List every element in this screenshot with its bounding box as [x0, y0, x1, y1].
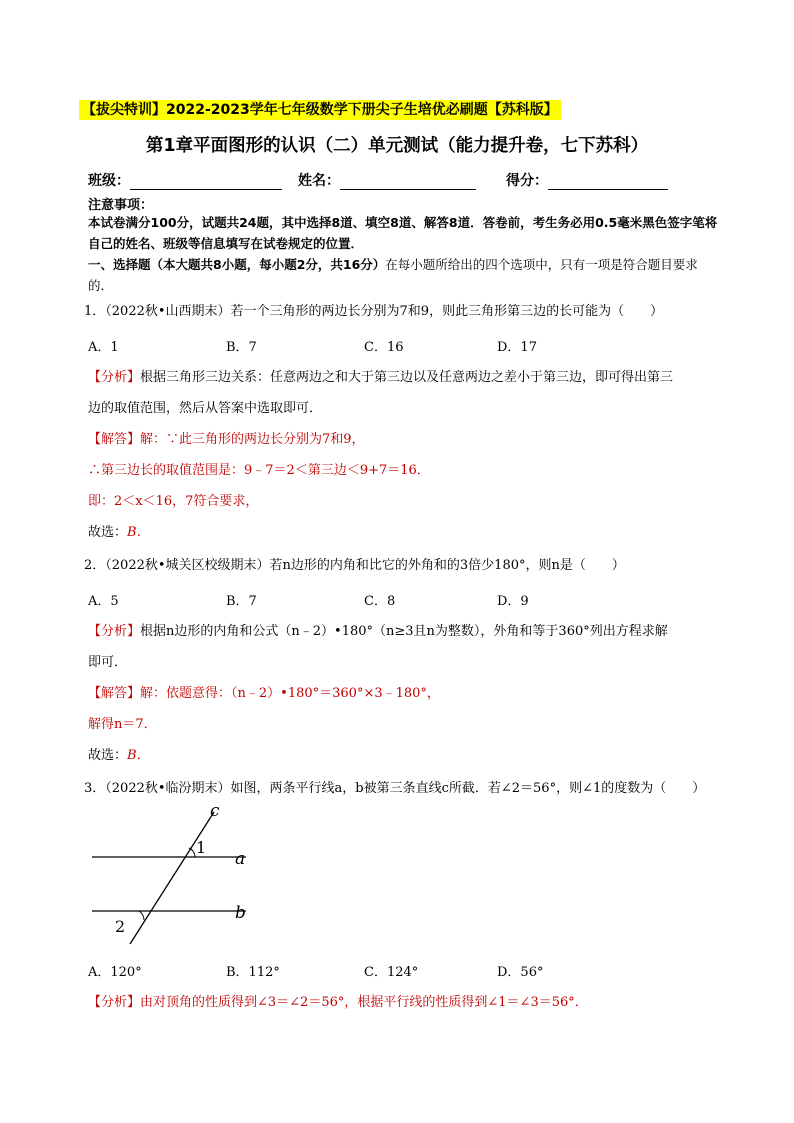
q3-option-d: D．56° — [497, 965, 544, 980]
q1-option-d: D．17 — [497, 340, 537, 355]
page-title: 第1章平面图形的认识（二）单元测试（能力提升卷，七下苏科） — [145, 136, 649, 156]
choose-label: 故选： — [88, 525, 128, 540]
q1-choice — [88, 523, 150, 543]
q2-analysis — [88, 622, 668, 642]
q3-option-c: C．124° — [364, 965, 419, 980]
series-banner: 【拔尖特训】2022-2023学年七年级数学下册尖子生培优必刷题【苏科版】 — [79, 100, 561, 120]
question-3-stem: 3．（2022秋•临汾期末）如图，两条平行线a，b被第三条直线c所截．若∠2＝56°，则∠1的度数为（ ） — [84, 781, 706, 796]
q1-analysis-line1: 根据三角形三边关系：任意两边之和大于第三边以及任意两边之差小于第三边，即可得出第三 — [140, 370, 674, 385]
q2-option-a: A．5 — [88, 594, 119, 609]
q1-answer-line1: 解：∵此三角形的两边长分别为7和9， — [140, 432, 365, 447]
q2-analysis-line1: 根据n边形的内角和公式（n﹣2）•180°（n≥3且n为整数），外角和等于360°列出方程求解 — [140, 624, 668, 639]
analysis-tag: 【分析】 — [88, 370, 141, 385]
q1-analysis — [88, 368, 673, 388]
q1-answer-line2: ∴第三边长的取值范围是：9﹣7＝2＜第三边＜9+7＝16． — [88, 463, 430, 478]
q1-option-b: B．7 — [226, 340, 257, 355]
choose-label: 故选： — [88, 748, 128, 763]
q2-answer-line1: 解：依题意得：（n﹣2）•180°＝360°×3﹣180°， — [140, 686, 440, 701]
q2-analysis-cont: 即可． — [88, 655, 128, 670]
label-b: b — [235, 903, 246, 923]
notice-body: 本试卷满分100分，试题共24题，其中选择8道、填空8道、解答8道．答卷前，考生务必用0.5毫米黑色签字笔将自己的姓名、班级等信息填写在试卷规定的位置． — [88, 215, 718, 251]
q2-option-b: B．7 — [226, 594, 257, 609]
score-blank — [548, 174, 668, 190]
label-c: c — [210, 802, 220, 821]
q3-option-a: A．120° — [88, 965, 142, 980]
q3-analysis-line1: 由对顶角的性质得到∠3＝∠2＝56°，根据平行线的性质得到∠1＝∠3＝56°． — [140, 995, 588, 1010]
q1-option-a: A．1 — [88, 340, 119, 355]
q2-answer — [88, 684, 440, 704]
choose-value: B． — [127, 525, 150, 540]
score-label: 得分： — [506, 173, 548, 189]
name-field — [298, 170, 476, 190]
label-angle-2: 2 — [115, 917, 126, 936]
q1-analysis-cont: 边的取值范围，然后从答案中选取即可． — [88, 401, 323, 416]
q1-option-c: C．16 — [364, 340, 404, 355]
q3-option-b: B．112° — [226, 965, 280, 980]
answer-tag: 【解答】 — [88, 432, 141, 447]
q2-option-c: C．8 — [364, 594, 396, 609]
q2-choice — [88, 746, 150, 766]
transversal-c — [130, 812, 214, 944]
label-a: a — [235, 849, 246, 869]
notice-heading: 注意事项： — [88, 198, 154, 213]
analysis-tag: 【分析】 — [88, 624, 141, 639]
q1-answer-line3: 即：2＜x＜16，7符合要求， — [88, 494, 259, 509]
name-label: 姓名： — [298, 173, 340, 189]
student-info-row — [88, 170, 728, 192]
q2-answer-line2: 解得n＝7． — [88, 717, 157, 732]
angle-2-arc — [139, 911, 144, 920]
label-angle-1: 1 — [196, 838, 207, 857]
score-field — [506, 170, 668, 190]
section-heading-rest: 在每小题所给出的四个选项中，只有一项是符合题目要求的． — [88, 257, 698, 293]
class-label: 班级： — [88, 173, 130, 189]
q1-answer — [88, 430, 365, 450]
name-blank — [340, 174, 476, 190]
section-heading — [88, 254, 718, 296]
parallel-lines-figure — [86, 802, 276, 948]
section-heading-bold: 一、选择题（本大题共8小题，每小题2分，共16分） — [88, 257, 386, 272]
answer-tag: 【解答】 — [88, 686, 141, 701]
q2-option-d: D．9 — [497, 594, 529, 609]
analysis-tag: 【分析】 — [88, 995, 141, 1010]
choose-value: B． — [127, 748, 150, 763]
class-field — [88, 170, 282, 190]
class-blank — [130, 174, 282, 190]
question-2-stem: 2．（2022秋•城关区校级期末）若n边形的内角和比它的外角和的3倍少180°，则n是（ ） — [84, 558, 625, 573]
q3-analysis — [88, 993, 588, 1013]
question-1-stem: 1．（2022秋•山西期末）若一个三角形的两边长分别为7和9，则此三角形第三边的长可能为（ ） — [84, 304, 664, 319]
